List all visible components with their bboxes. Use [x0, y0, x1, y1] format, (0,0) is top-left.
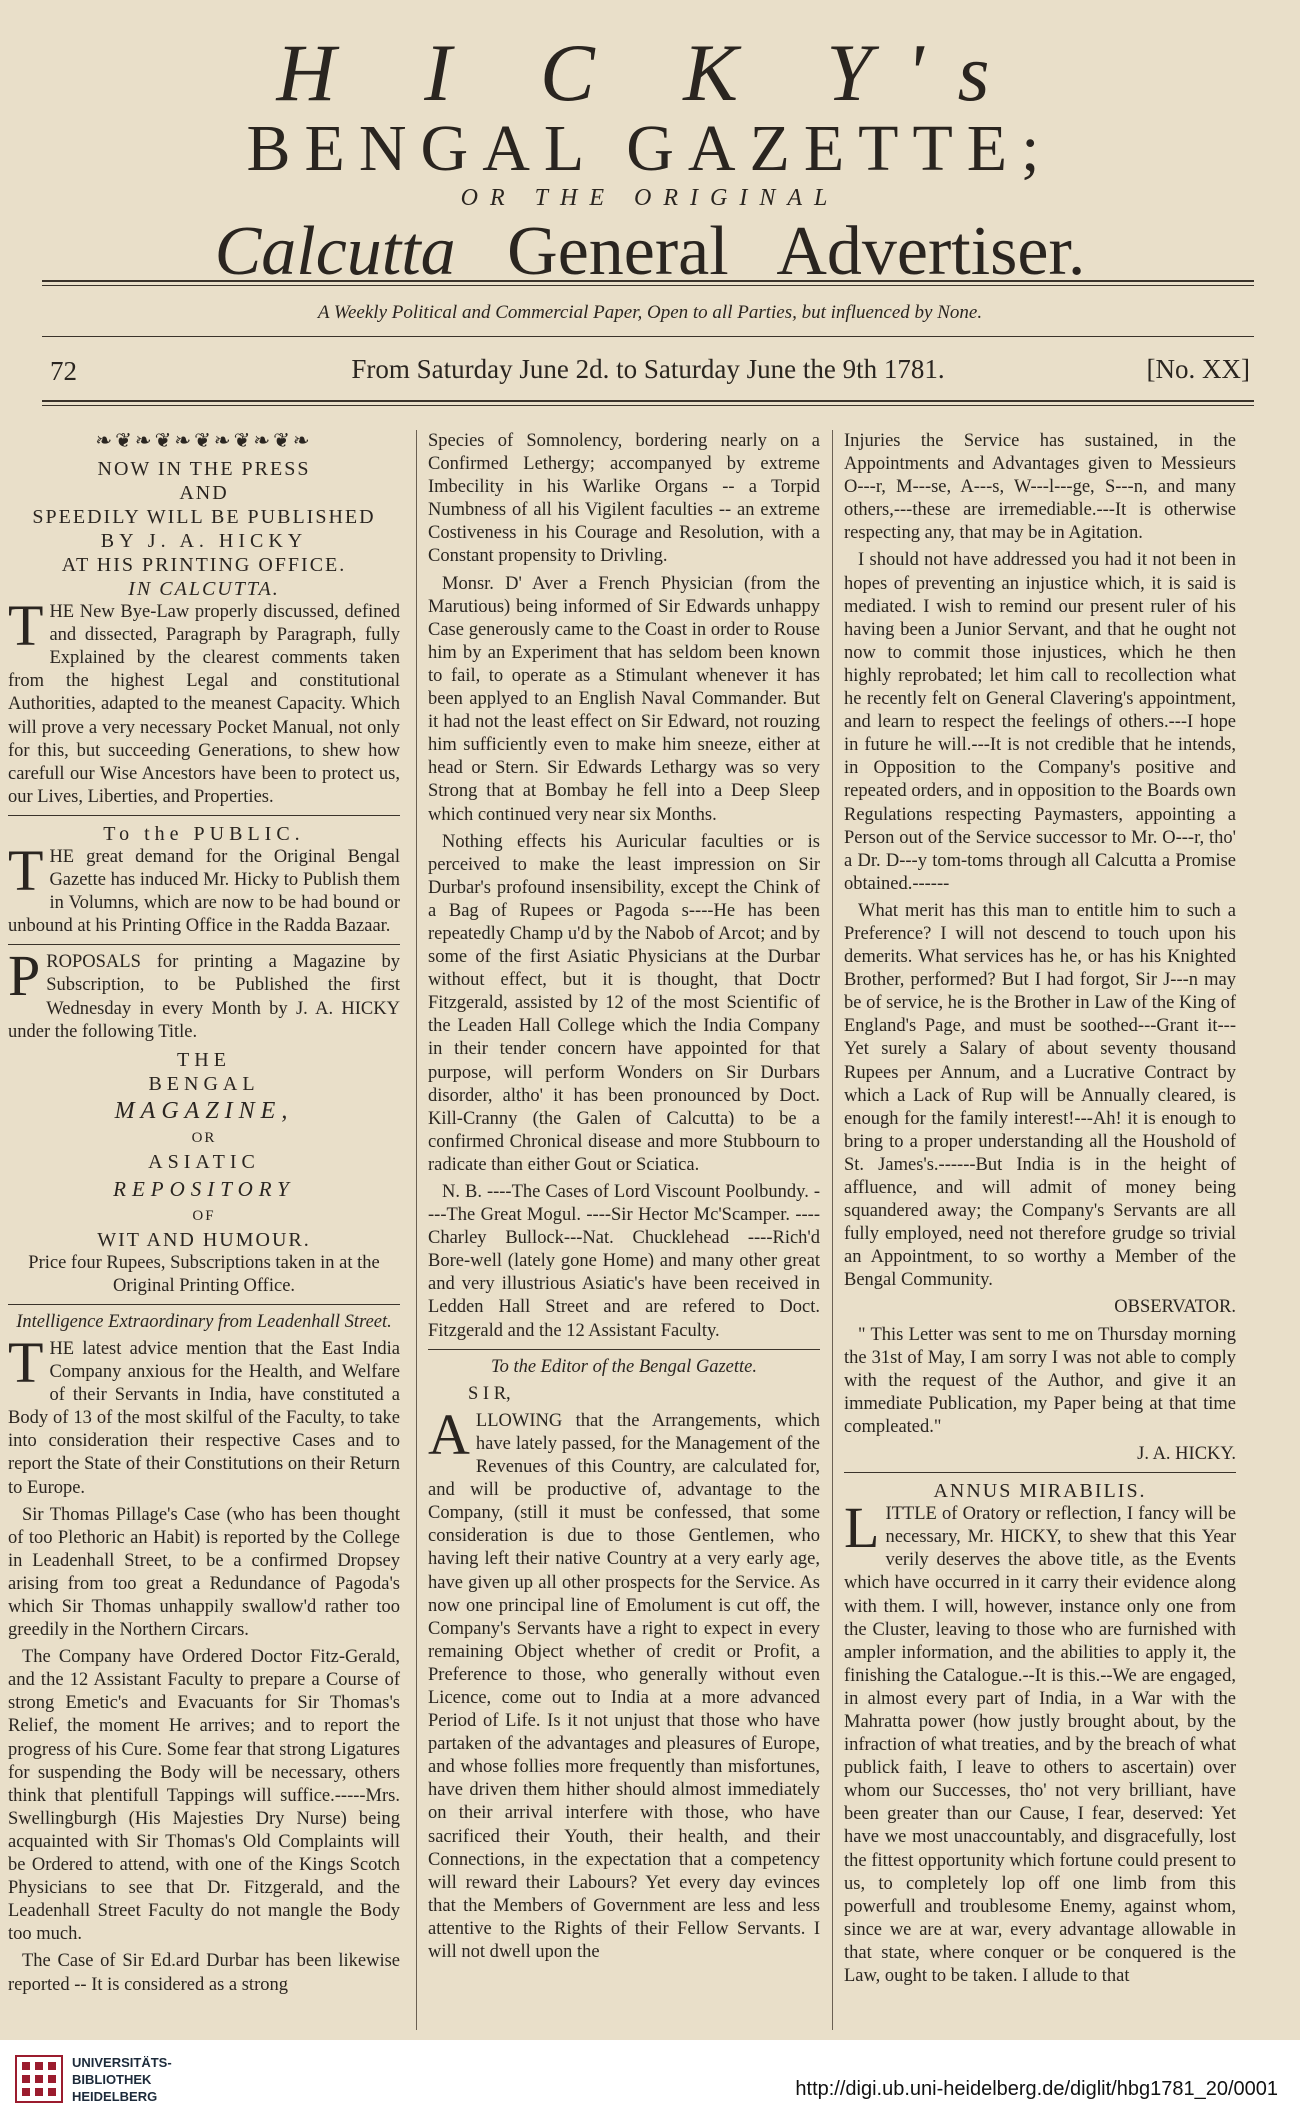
magazine-title [8, 1048, 400, 1252]
drop-cap: T [8, 837, 44, 903]
intelligence-text: HE latest advice mention that the East India Company anxious for the Health, and Welfare of their Servants in India, have constituted a Body of 13 of the most skilful of the Faculty, to take into consideration their respective Cases and to report the State of their Constitutions on their Return to Europe. [8, 1338, 400, 1498]
subtitle-rule [42, 336, 1254, 337]
drop-cap: A [428, 1401, 470, 1467]
annus-text: ITTLE of Oratory or reflection, I fancy will be necessary, Mr. HICKY, to shew that this Year verily deserves the above title, as the Events which have occurred in it carry their evidence along with them. I will, however, instance only one from the Cluster, leaving to those who are furnished with ampler information, and the abilities to apply it, the finishing the Catalogue.--It is this.--We are engaged, in almost every part of India, in a War with the Mahratta power (how justly brought about, by the infraction of what treaties, and by the breach of what publick faith, I leave to others to ascertain) over whom our Successes, tho' not very brilliant, have been greater than our Cause, I fear, deserved: Yet have we most unaccountably, and disgracefully, lost the fittest opportunity which fortune could present to us, to completely lop off one limb from this powerfull and troublesome Enemy, against whom, since we are at war, every advantage allowable in that state, where conquer or be conquered is the Law, ought to be taken. I allude to that [844, 1504, 1236, 1986]
price-notice: Price four Rupees, Subscriptions taken in at the Original Printing Office. [28, 1252, 380, 1296]
column-divider-2 [832, 430, 833, 2030]
press-heading-line: AND [179, 482, 229, 505]
intelligence-paragraph: Sir Thomas Pillage's Case (who has been thought of too Plethoric an Habit) is reported by the College in Leadenhall Street, to be a confirmed Dropsey arising from too great a Redundance of Pagoda's which Sir Thomas unhappily swallow'd rather too greedily in the Northern Circars. [8, 1504, 400, 1641]
intelligence-paragraph: The Company have Ordered Doctor Fitz-Gerald, and the 12 Assistant Faculty to prepare a Course of strong Emetic's and Evacuants for Sir Thomas's Relief, the moment He arrives; and to report the progress of his Cure. Some fear that strong Ligatures for suspending the Body will be necessary, others think that plentifull Tappings will suffice.-----Mrs. Swellingburgh (His Majesties Dry Nurse) being acquainted with Sir Thomas's Old Complaints will be Ordered to attend, with one of the Kings Scotch Physicians to see that Dr. Fitzgerald, and the Leadenhall Street Faculty do not mangle the Body too much. [8, 1647, 401, 1945]
drop-cap: T [8, 593, 44, 659]
section-divider [8, 815, 400, 816]
library-name-line: HEIDELBERG [72, 2089, 158, 2104]
letter-signature: OBSERVATOR. [1114, 1297, 1236, 1318]
article-paragraph: Monsr. D' Aver a French Physician (from the Marutious) being informed of Sir Edwards unhappy Case generously came to the Coast in order to Rouse him by an Experiment that has seldom been known to fail, to operate as a Stimulant whenever it has been applyed to an English Naval Commander. But it had not the least effect on Sir Edward, not rouzing him sufficiently even to make him sneeze, either at head or Stern. Sir Edwards Lethargy was so very Strong that at Bombay he fell into a Deep Sleep which continued very near six Months. [428, 573, 820, 825]
university-library-logo-icon [14, 2054, 64, 2104]
masthead-calcutta-general [0, 214, 1300, 290]
column-1 [8, 430, 400, 2001]
masthead-bengal-gazette: BENGAL GAZETTE; [246, 112, 1054, 185]
public-heading: To the PUBLIC. [103, 822, 305, 845]
magazine-title-line: BENGAL [148, 1072, 260, 1095]
library-name [72, 2054, 172, 2105]
magazine-title-line: OF [192, 1207, 216, 1224]
drop-cap: L [844, 1495, 880, 1561]
public-notice-text: HE great demand for the Original Bengal Gazette has induced Mr. Hicky to Publish them in Volumns, which are now to be had bound or unbound at his Printing Office in the Radda Bazaar. [8, 846, 400, 937]
dateline-rule [42, 400, 1254, 402]
editor-letter-heading: To the Editor of the Bengal Gazette. [490, 1356, 757, 1377]
drop-cap: T [8, 1329, 44, 1395]
magazine-title-line: ASIATIC [148, 1150, 260, 1173]
editor-signature: J. A. HICKY. [1137, 1444, 1236, 1465]
letter-text: LLOWING that the Arrangements, which have lately passed, for the Management of the Revenues of this Country, are calculated for, and will be productive of, advantage to the Company, (still it must be confessed, that some consideration is due to those Gentlemen, who having left their native Country at a very early age, have given up all other prospects for the Service. As now one principal line of Emolument is cut off, the Company's Servants have a right to expect in every remaining Object whether of credit or Profit, a Preference to those, who generally without even Licence, come out to India at a more advanced Period of Life. Is it not unjust that those who have partaken of the advantages and pleasures of Europe, and whose follies more frequently than misfortunes, have driven them hither should almost immediately on their arrival interfere with those, who have sacrificed their Youth, their health, and their Connections, in the expectation that a competency will reward their Labours? Yet every day evinces that the Members of Government are less and less attentive to the Rights of their Fellow Servants. I will not dwell upon the [428, 1410, 820, 1962]
library-name-line: UNIVERSITÄTS- [72, 2055, 172, 2070]
ornament-row: ❧❦❧❦❧❦❧❦❧❦❧ [95, 430, 313, 452]
column-divider-1 [416, 430, 417, 2030]
issue-date: From Saturday June 2d. to Saturday June the 9th 1781. [351, 354, 945, 384]
column-3 [844, 430, 1236, 1992]
section-divider [8, 1304, 400, 1305]
annus-heading: ANNUS MIRABILIS. [933, 1480, 1147, 1503]
press-heading-line: SPEEDILY WILL BE PUBLISHED [32, 506, 376, 529]
section-divider [428, 1349, 820, 1350]
column-2 [428, 430, 820, 1968]
proposals-notice [8, 943, 400, 1043]
masthead [0, 27, 1300, 290]
dateline-rule-thin [42, 405, 1254, 406]
letter-salutation: S I R, [468, 1383, 511, 1404]
paper-subtitle: A Weekly Political and Commercial Paper, Open to all Parties, but influenced by None. [317, 302, 983, 323]
section-divider [844, 1472, 1236, 1473]
masthead-or-the-original: OR THE ORIGINAL [460, 185, 840, 211]
letter-paragraph [428, 1401, 820, 1964]
bye-law-advert-text: HE New Bye-Law properly discussed, defined and dissected, Paragraph by Paragraph, fully Explained by the clearest comments taken from the highest Legal and constitutional Authorities, adapted to the meanest Capacity. Which will prove a very necessary Pocket Manual, not only for this, but succeeding Generations, to shew how carefull our Wise Ancestors have been to protect us, our Lives, Liberties, and Properties. [8, 602, 400, 807]
page-number: 72 [50, 356, 77, 386]
intelligence-paragraph [8, 1329, 400, 1500]
masthead-rule-top [42, 280, 1254, 282]
proposals-text: ROPOSALS for printing a Magazine by Subscription, to be Published the first Wednesday in every Month by J. A. HICKY under the following Title. [8, 952, 400, 1042]
masthead-rule-top-thin [42, 285, 1254, 286]
magazine-title-line: REPOSITORY [113, 1176, 295, 1201]
permalink-url[interactable]: http://digi.ub.uni-heidelberg.de/diglit/hbg1781_20/0001 [795, 2078, 1278, 2100]
press-heading-line: NOW IN THE PRESS [97, 458, 311, 481]
letter-paragraph: What merit has this man to entitle him to such a Preference? I will not descend to touch upon his demerits. What services has he, or has his Knighted Brother, performed? But I had forgot, Sir J---n may be of service, he is the Brother in Law of the King of England's Page, and must be soothed---Grant it---Yet surely a Salary of about seventy thousand Rupees per Annum, and a Lucrative Contract by which a Lack of Rup will be Annually cleared, is enough for the family interest!---Ah! it is enough to bring to a proper understanding all the Houshold of St. James's.------But India is in the height of affluence, and will admit of money being squandered away; the Company's Servants are all fully employed, need not therefore grudge so trivial an Appointment, to so worthy a Member of the Bengal Community. [844, 900, 1236, 1291]
issue-number: [No. XX] [1146, 354, 1250, 384]
magazine-title-line: MAGAZINE, [114, 1097, 294, 1124]
masthead-general-advertiser: General Advertiser. [507, 213, 1086, 290]
magazine-title-line: THE [177, 1048, 231, 1071]
library-name-line: BIBLIOTHEK [72, 2072, 152, 2087]
bye-law-advert [8, 593, 400, 809]
public-notice [8, 837, 400, 938]
press-heading [8, 457, 400, 601]
masthead-calcutta: Calcutta [214, 213, 456, 290]
annus-paragraph [844, 1495, 1236, 1988]
dateline [42, 352, 1254, 388]
letter-paragraph: Injuries the Service has sustained, in the Appointments and Advantages given to Messieurs O---r, M---se, A---s, W---l---ge, S---n, and many others,---these are irremediable.---It is otherwise respecting any, that may be in Agitation. [844, 431, 1236, 544]
intelligence-paragraph: The Case of Sir Ed.ard Durbar has been likewise reported -- It is considered as a strong [8, 1951, 400, 1995]
magazine-title-line: WIT AND HUMOUR. [97, 1228, 311, 1251]
library-footer [0, 2040, 1300, 2125]
article-paragraph: Nothing effects his Auricular faculties or is perceived to make the least impression on Sir Durbar's profound insensibility, except the Chink of a Bag of Rupees or Pagoda s----He has been repeatedly Champ u'd by the Nabob of Arcot; and by some of the first Asiatic Physicians at the Durbar without effect, but it is thought, that Doctr Fitzgerald, assisted by 12 of the most Scientific of the Leaden Hall College which the India Company in their tender concern have appointed for that purpose, will perform Wonders on Sir Durbars disorder, altho' it has been pronounced by Doct. Kill-Cranny (the Galen of Calcutta) to be a confirmed Chronical disease and more Stubbourn to radicate than either Gout or Sciatica. [428, 831, 820, 1175]
section-divider [8, 944, 400, 945]
press-heading-line: BY J. A. HICKY [100, 530, 308, 553]
drop-cap: P [8, 943, 41, 1009]
article-paragraph: Species of Somnolency, bordering nearly on a Confirmed Lethergy; accompanyed by extreme Imbecility in his Warlike Organs -- a Torpid Numbness of all his Vigilent faculties -- an extreme Costiveness in his Courage and Resolution, with a Constant propensity to Drivling. [428, 431, 820, 567]
press-heading-line: IN CALCUTTA. [128, 578, 280, 601]
press-heading-line: AT HIS PRINTING OFFICE. [61, 554, 347, 577]
magazine-title-line: OR [191, 1129, 217, 1146]
masthead-hicky: H I C K Y's [276, 27, 1024, 118]
article-paragraph: N. B. ----The Cases of Lord Viscount Poolbundy. ----The Great Mogul. ----Sir Hector Mc'Scamper. ----Charley Bullock---Nat. Chucklehead ----Rich'd Bore-well (lately gone Home) and many other great and very illustrious Asiatic's have been received in Ledden Hall Street and are refered to Doct. Fitzgerald and the 12 Assistant Faculty. [428, 1182, 820, 1341]
editor-note: " This Letter was sent to me on Thursday morning the 31st of May, I am sorry I was not able to comply with the request of the Author, and give it an immediate Publication, my Paper being at that time compleated." [844, 1324, 1236, 1437]
letter-paragraph: I should not have addressed you had it not been in hopes of preventing an injustice which, it is said is mediated. I wish to remind our present ruler of his having been a Junior Servant, and that he ought not now to commit those injustices, which he then highly reprobated; let him call to recollection what he recently felt on General Clavering's appointment, and learn to respect the feelings of others.---I hope in future he will.---It is not credible that he intends, in Opposition to the Company's positive and repeated orders, and in opposition to the Boards own Regulations respecting Paymasters, appointing a Person out of the Service successor to Mr. O---r, tho' a Dr. D---y tom-toms through all Calcutta a Promise obtained.------ [844, 550, 1236, 894]
intelligence-heading: Intelligence Extraordinary from Leadenhall Street. [16, 1311, 392, 1332]
